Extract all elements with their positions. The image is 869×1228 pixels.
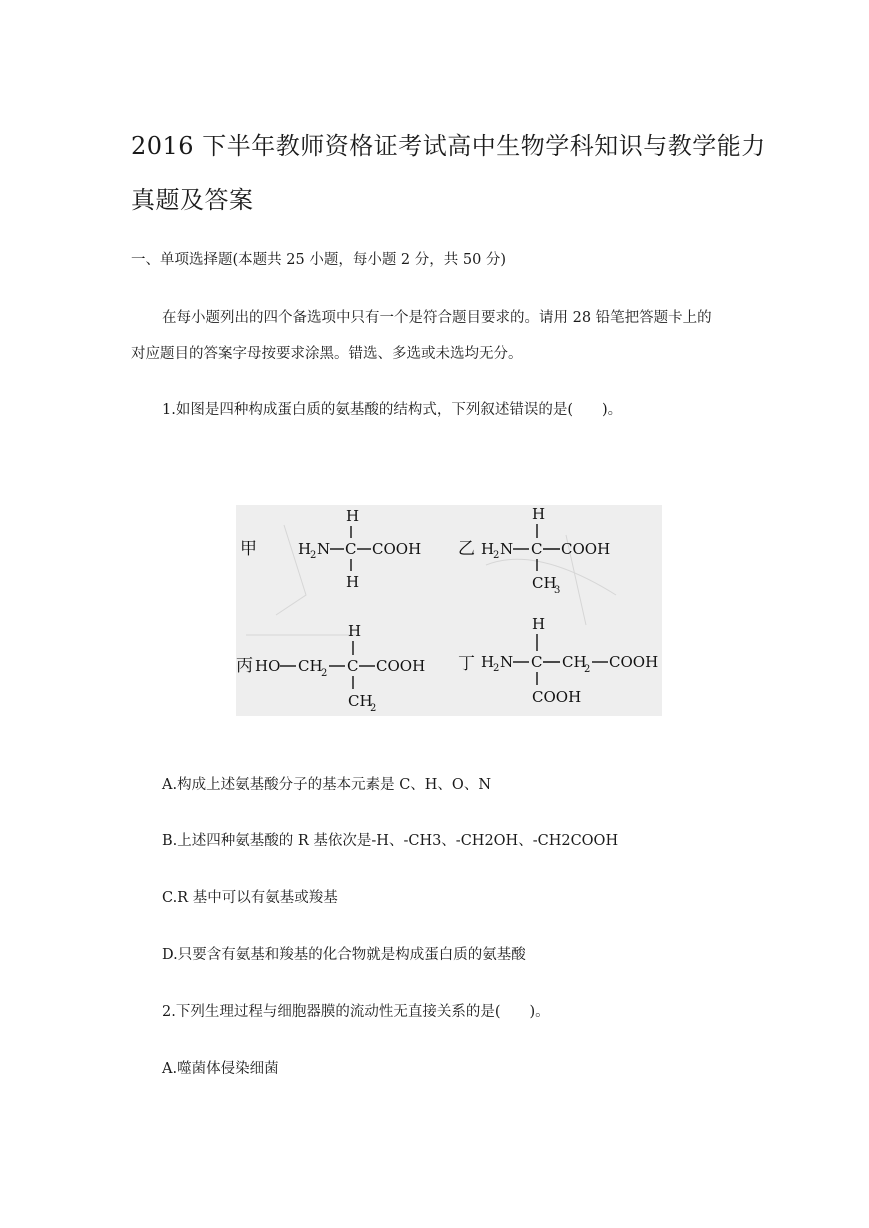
yi-left-h: H	[481, 540, 495, 558]
bing-bottom-sub: 2	[370, 703, 377, 714]
bing-left-ch: CH	[298, 657, 323, 675]
bing-left-ho: HO	[255, 657, 281, 675]
question-1-option-b: B.上述四种氨基酸的 R 基依次是-H、-CH3、-CH2OH、-CH2COOH	[162, 833, 619, 849]
question-1-stem: 1.如图是四种构成蛋白质的氨基酸的结构式，下列叙述错误的是( )。	[162, 402, 623, 418]
yi-left-sub: 2	[493, 550, 500, 561]
yi-center-c: C	[531, 540, 543, 558]
question-1-option-a: A.构成上述氨基酸分子的基本元素是 C、H、O、N	[162, 777, 492, 793]
document-title-line2: 真题及答案	[131, 186, 254, 214]
document-title-line1: 2016 下半年教师资格证考试高中生物学科知识与教学能力	[131, 132, 766, 160]
ding-bottom-cooh: COOH	[532, 688, 582, 706]
ding-top-h: H	[532, 615, 546, 633]
bing-right-cooh: COOH	[376, 657, 426, 675]
jia-center-c: C	[345, 540, 357, 558]
question-1-option-c: C.R 基中可以有氨基或羧基	[162, 890, 338, 906]
bing-center-c: C	[347, 657, 359, 675]
label-yi: 乙	[458, 539, 475, 559]
jia-top-h: H	[346, 507, 360, 525]
yi-bottom-ch: CH	[532, 574, 557, 592]
jia-left-sub: 2	[310, 550, 317, 561]
jia-left-h: H	[298, 540, 312, 558]
yi-bottom-sub: 3	[554, 585, 561, 596]
yi-left-n: N	[500, 540, 514, 558]
ding-left-sub: 2	[493, 663, 500, 674]
jia-bottom-h: H	[346, 573, 360, 591]
ding-right-ch: CH	[562, 653, 587, 671]
structure-diagram	[236, 505, 662, 716]
question-2-option-a: A.噬菌体侵染细菌	[162, 1061, 279, 1077]
label-jia: 甲	[240, 539, 257, 559]
yi-right-cooh: COOH	[561, 540, 611, 558]
ding-right-sub: 2	[584, 664, 591, 675]
instructions-line1: 在每小题列出的四个备选项中只有一个是符合题目要求的。请用 28 铅笔把答题卡上的	[162, 310, 712, 326]
bing-left-sub: 2	[321, 668, 328, 679]
ding-left-n: N	[500, 653, 514, 671]
bing-bottom-ch: CH	[348, 692, 373, 710]
ding-center-c: C	[531, 653, 543, 671]
jia-right-cooh: COOH	[372, 540, 422, 558]
label-bing: 丙	[236, 656, 253, 676]
amino-acid-structure-figure	[236, 505, 662, 716]
instructions-line2: 对应题目的答案字母按要求涂黑。错选、多选或未选均无分。	[131, 346, 523, 362]
ding-right-cooh: COOH	[609, 653, 659, 671]
section-heading: 一、单项选择题(本题共 25 小题，每小题 2 分，共 50 分)	[131, 252, 507, 268]
ding-left-h: H	[481, 653, 495, 671]
question-2-stem: 2.下列生理过程与细胞器膜的流动性无直接关系的是( )。	[162, 1004, 550, 1020]
jia-left-n: N	[317, 540, 331, 558]
question-1-option-d: D.只要含有氨基和羧基的化合物就是构成蛋白质的氨基酸	[162, 947, 526, 963]
yi-top-h: H	[532, 505, 546, 523]
label-ding: 丁	[458, 654, 475, 674]
bing-top-h: H	[348, 622, 362, 640]
